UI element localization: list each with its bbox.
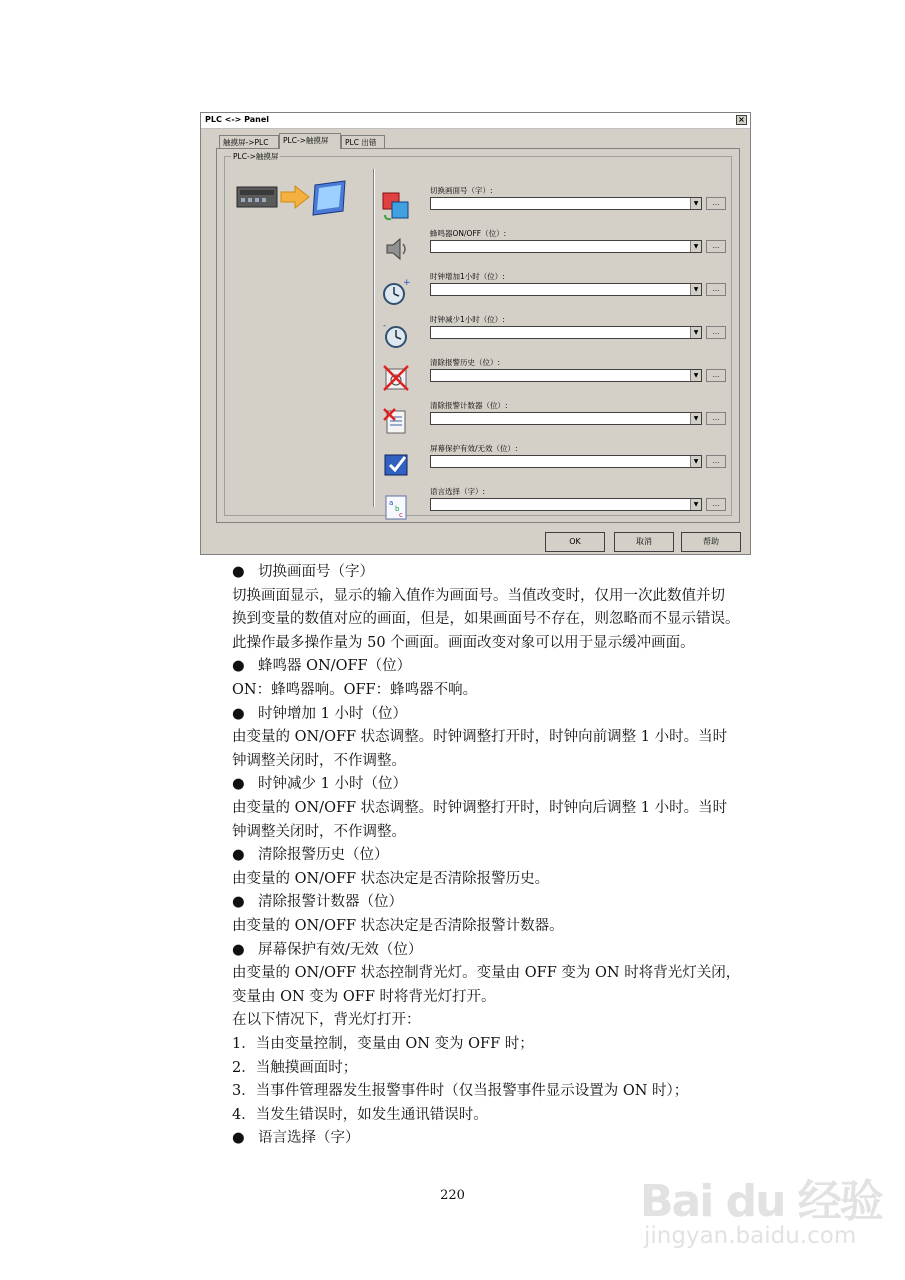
chevron-down-icon[interactable]: ▼ [690,241,701,252]
watermark-url: jingyan.baidu.com [644,1223,857,1249]
tab-plc-error[interactable]: PLC 出错 [341,135,385,148]
bullet-icon: ● [232,1130,245,1147]
chevron-down-icon[interactable]: ▼ [690,413,701,424]
row-clear-alarm-history [377,357,729,397]
watermark-logo-text: Bai du 经验 [640,1176,882,1227]
clock-minus-icon [381,320,411,350]
plc-to-panel-group [224,152,732,519]
bullet-icon: ● [232,564,245,580]
clear-alarm-counter-icon [381,406,411,436]
clock-plus-combo[interactable] [430,283,702,296]
paragraph-line: 在以下情况下，背光灯打开： [232,1012,421,1029]
arrow-right-icon [281,186,309,208]
paragraph-line: 2．当触摸画面时； [232,1059,358,1076]
row-clock-minus [377,314,729,354]
language-combo[interactable] [430,498,702,511]
clear-alarm-history-combo[interactable] [430,369,702,382]
group-label: PLC->触摸屏 [233,152,279,161]
svg-text:+: + [403,278,411,288]
plc-panel-dialog [200,112,751,555]
screensaver-combo[interactable] [430,455,702,468]
paragraph-line: 钟调整关闭时，不作调整。 [232,752,406,769]
plc-to-panel-illustration [233,177,353,219]
paragraph-line: 由变量的 ON/OFF 状态决定是否清除报警历史。 [232,870,550,887]
buzzer-browse-button[interactable]: ... [706,240,726,253]
bullet-heading [232,655,411,677]
paragraph-line: 切换画面显示，显示的输入值作为画面号。当值改变时，仅用一次此数值并切 [232,587,725,604]
paragraph-line: 换到变量的数值对应的画面，但是，如果画面号不存在，则忽略而不显示错误。 [232,611,740,628]
dialog-titlebar [201,113,750,129]
clear-alarm-history-browse-button[interactable]: ... [706,369,726,382]
screensaver-browse-button[interactable]: ... [706,455,726,468]
bullet-icon: ● [232,847,245,864]
row-clock-plus [377,271,729,311]
language-browse-button[interactable]: ... [706,498,726,511]
baidu-watermark [640,1145,890,1270]
bullet-heading [232,844,389,866]
row-language [377,486,729,526]
buzzer-label: 蜂鸣器ON/OFF（位）: [430,229,507,238]
bullet-text: 清除报警计数器（位） [258,894,403,911]
chevron-down-icon[interactable]: ▼ [690,456,701,467]
monitor-icon [313,181,345,215]
language-label: 语言选择（字）: [430,487,486,496]
clock-plus-browse-button[interactable]: ... [706,283,726,296]
dialog-title: PLC <-> Panel [205,115,270,124]
bullet-text: 清除报警历史（位） [258,847,389,864]
clock-minus-combo[interactable] [430,326,702,339]
bullet-heading [232,561,374,583]
bullet-heading [232,939,422,961]
tab-panel-to-plc[interactable]: 触摸屏->PLC [219,135,279,148]
clock-plus-icon [381,277,411,307]
bullet-text: 切换画面号（字） [258,564,374,580]
switch-screen-label: 切换画面号（字）: [430,186,493,195]
paragraph-line: 4．当发生错误时，如发生通讯错误时。 [232,1106,488,1123]
svg-text:a: a [389,499,394,507]
clock-minus-browse-button[interactable]: ... [706,326,726,339]
bullet-icon: ● [232,658,245,675]
paragraph-line: 由变量的 ON/OFF 状态调整。时钟调整打开时，时钟向前调整 1 小时。当时 [232,729,728,746]
paragraph-line: 此操作最多操作量为 50 个画面。画面改变对象可以用于显示缓冲画面。 [232,634,695,651]
cancel-button[interactable]: 取消 [614,532,674,552]
bullet-icon: ● [232,776,245,793]
close-button[interactable]: × [736,115,747,125]
svg-text:-: - [383,321,387,331]
page-number: 220 [440,1188,465,1203]
paragraph-line: 由变量的 ON/OFF 状态控制背光灯。变量由 OFF 变为 ON 时将背光灯关闭， [232,965,741,982]
row-buzzer [377,228,729,268]
clear-alarm-counter-browse-button[interactable]: ... [706,412,726,425]
buzzer-icon [381,234,411,264]
tab-content [216,148,740,523]
chevron-down-icon[interactable]: ▼ [690,284,701,295]
bullet-icon: ● [232,894,245,911]
switch-screen-browse-button[interactable]: ... [706,197,726,210]
paragraph-line: 3．当事件管理器发生报警事件时（仅当报警事件显示设置为 ON 时）； [232,1083,689,1100]
switch-screen-icon [381,191,411,221]
paragraph-line: 1．当由变量控制，变量由 ON 变为 OFF 时； [232,1036,534,1052]
bullet-heading [232,703,407,725]
clock-plus-label: 时钟增加1小时（位）: [430,272,505,281]
bullet-heading [232,1127,360,1149]
bullet-text: 语言选择（字） [258,1130,360,1147]
paragraph-line: 由变量的 ON/OFF 状态决定是否清除报警计数器。 [232,918,564,934]
chevron-down-icon[interactable]: ▼ [690,370,701,381]
bullet-heading [232,773,407,795]
buzzer-combo[interactable] [430,240,702,253]
paragraph-line: 由变量的 ON/OFF 状态调整。时钟调整打开时，时钟向后调整 1 小时。当时 [232,800,728,816]
paragraph-line: ON：蜂鸣器响。OFF：蜂鸣器不响。 [232,682,478,698]
row-switch-screen [377,185,729,225]
row-clear-alarm-counter [377,400,729,440]
bullet-icon: ● [232,941,245,958]
screensaver-label: 屏幕保护有效/无效（位）: [430,444,518,453]
bullet-text: 蜂鸣器 ON/OFF（位） [258,658,412,675]
paragraph-line: 钟调整关闭时，不作调整。 [232,823,406,840]
clear-alarm-history-label: 清除报警历史（位）: [430,358,501,367]
group-divider [373,169,375,507]
bullet-icon: ● [232,705,245,722]
chevron-down-icon[interactable]: ▼ [690,198,701,209]
bullet-heading [232,891,403,913]
clear-alarm-counter-label: 清除报警计数器（位）: [430,401,508,410]
clear-alarm-counter-combo[interactable] [430,412,702,425]
chevron-down-icon[interactable]: ▼ [690,499,701,510]
bullet-text: 屏幕保护有效/无效（位） [258,941,423,958]
bullet-text: 时钟增加 1 小时（位） [258,705,407,722]
plc-device-icon [237,187,277,207]
switch-screen-combo[interactable] [430,197,702,210]
bullet-text: 时钟减少 1 小时（位） [258,776,407,793]
language-icon [381,492,411,522]
help-button[interactable]: 帮助 [681,532,741,552]
ok-button[interactable]: OK [545,532,605,552]
svg-text:c: c [399,511,403,519]
chevron-down-icon[interactable]: ▼ [690,327,701,338]
screensaver-icon [381,449,411,479]
clear-alarm-history-icon [381,363,411,393]
paragraph-line: 变量由 ON 变为 OFF 时将背光灯打开。 [232,988,496,1005]
svg-text:b: b [395,505,400,513]
tab-plc-to-panel[interactable]: PLC->触摸屏 [279,133,341,149]
row-screensaver [377,443,729,483]
clock-minus-label: 时钟减少1小时（位）: [430,315,505,324]
